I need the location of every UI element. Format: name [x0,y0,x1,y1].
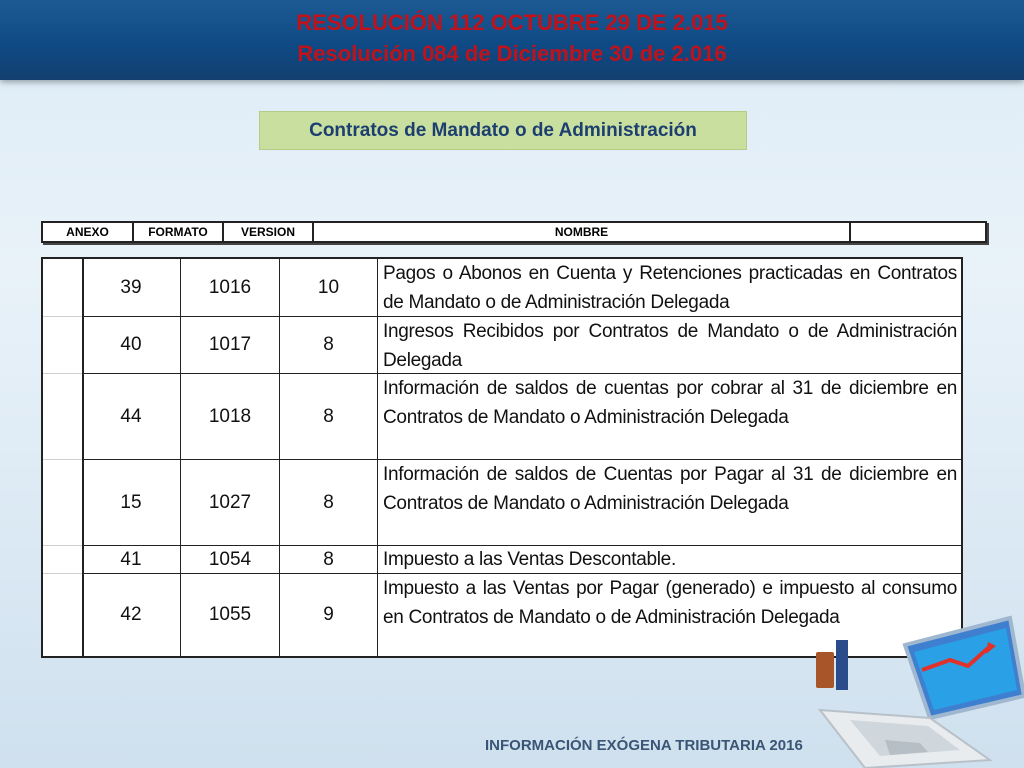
cell-nombre: Ingresos Recibidos por Contratos de Mandato o de Administración Delegada [383,321,957,371]
cell-formato: 1017 [181,317,280,373]
cell-formato: 1018 [181,374,280,459]
table-row [82,545,961,573]
cell-nombre: Impuesto a las Ventas por Pagar (generado) e impuesto al consumo en Contratos de Mandato o de Administración Delegada [383,578,957,628]
cell-version: 10 [280,259,378,316]
column-header-table [41,221,987,243]
footer-caption: INFORMACIÓN EXÓGENA TRIBUTARIA 2016 [485,737,803,754]
formats-table [41,257,963,658]
cell-anexo: 42 [82,574,181,656]
cell-anexo: 44 [82,374,181,459]
cell-version: 8 [280,546,378,573]
strip-divider [43,373,82,374]
section-subtitle [259,111,747,150]
strip-divider [43,545,82,546]
strip-divider [43,459,82,460]
cell-version: 8 [280,374,378,459]
cell-nombre: Información de saldos de Cuentas por Pagar al 31 de diciembre en Contratos de Mandato o Administración Delegada [383,464,957,514]
section-subtitle-text: Contratos de Mandato o de Administración [309,119,697,141]
cell-anexo: 40 [82,317,181,373]
row-margin-strip [43,259,84,656]
table-row [82,373,961,459]
cell-formato: 1016 [181,259,280,316]
cell-formato: 1054 [181,546,280,573]
header-version: VERSION [224,223,314,241]
header-nombre: NOMBRE [314,223,851,241]
strip-divider [43,316,82,317]
slide-title: RESOLUCIÓN 112 OCTUBRE 29 DE 2.015 [296,10,728,35]
cell-formato: 1055 [181,574,280,656]
table-row [82,316,961,373]
table-row [82,259,961,316]
header-formato: FORMATO [134,223,224,241]
cell-version: 9 [280,574,378,656]
cell-anexo: 15 [82,460,181,545]
cell-nombre: Pagos o Abonos en Cuenta y Retenciones practicadas en Contratos de Mandato o de Administración Delegada [383,263,957,313]
cell-anexo: 39 [82,259,181,316]
cell-version: 8 [280,460,378,545]
briefcase-shape [816,652,834,688]
cell-anexo: 41 [82,546,181,573]
slide-title-line2: Resolución 084 de Diciembre 30 de 2.016 [297,41,727,66]
header-anexo: ANEXO [43,223,134,241]
table-row [82,459,961,545]
header-blank [851,223,985,241]
cell-formato: 1027 [181,460,280,545]
strip-divider [43,573,82,574]
cell-nombre: Información de saldos de cuentas por cobrar al 31 de diciembre en Contratos de Mandato o Administración Delegada [383,378,957,428]
cell-version: 8 [280,317,378,373]
cell-nombre: Impuesto a las Ventas Descontable. [383,549,676,570]
laptop-with-chart-icon [810,600,1024,768]
